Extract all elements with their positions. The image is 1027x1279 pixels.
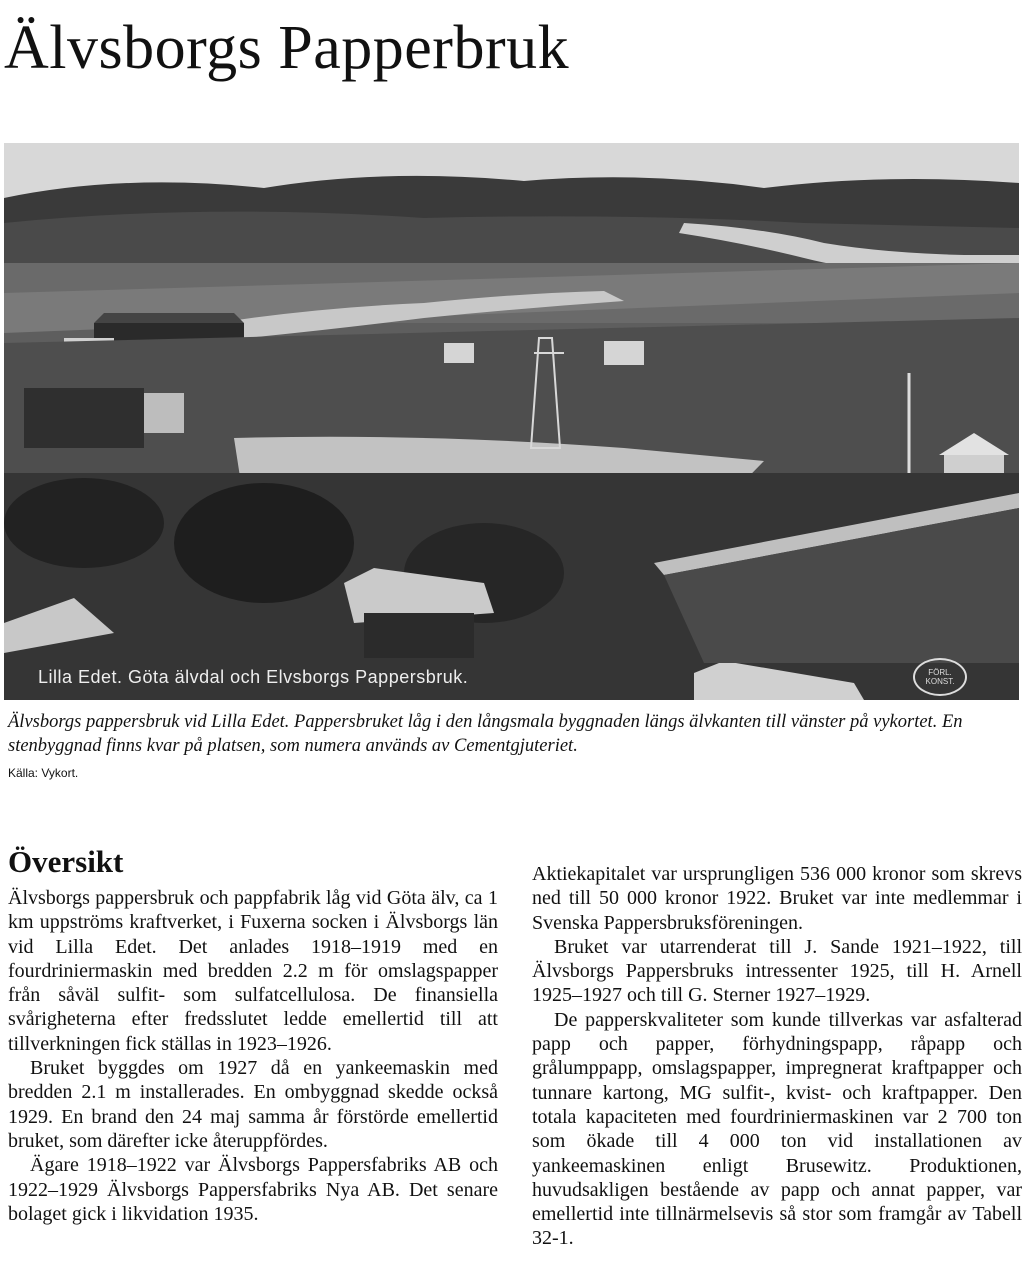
paragraph: Ägare 1918–1922 var Älvsborgs Pappersfabriks AB och 1922–1929 Älvsborgs Pappersfabriks Nya AB. Det senare bolaget gick i likvidation 1935. <box>8 1154 498 1225</box>
postcard-caption: Lilla Edet. Göta älvdal och Elvsborgs Pappersbruk. <box>38 667 469 687</box>
section-heading: Översikt <box>8 844 124 879</box>
photo-source: Källa: Vykort. <box>8 766 79 780</box>
paragraph: Bruket var utarrenderat till J. Sande 1921–1922, till Älvsborgs Pappersbruks intressenter 1925, till H. Arnell 1925–1927 och till G. Sterner 1927–1929. <box>532 935 1022 1007</box>
landscape-illustration <box>4 143 1019 700</box>
paragraph: De papperskvaliteter som kunde tillverkas var asfalterad papp och papper, förhydningspapp, råpapp och grålumppapp, omslagspapper, impregnerat kraftpapper och tunnare kartong, MG sulfit-, kvist- och kraftpapper. Den totala kapaciteten med fourdriniermaskinen var 2 700 ton som ökade till 4 000 ton vid installationen av yankeemaskinen enligt Brusewitz. Produktionen, huvudsakligen bestående av papp och annat papper, var emellertid inte tillnärmelsevis så stor som framgår av Tabell 32-1. <box>532 1008 1022 1250</box>
page-title: Älvsborgs Papperbruk <box>4 14 570 82</box>
publisher-stamp: FÖRL. KONST. <box>913 658 967 696</box>
postcard-photo <box>4 143 1019 700</box>
left-column <box>8 886 498 1226</box>
paragraph: Älvsborgs pappersbruk och pappfabrik låg vid Göta älv, ca 1 km uppströms kraftverket, i Fuxerna socken i Älvsborgs län vid Lilla Edet. Det anlades 1918–1919 med en fourdriniermaskin med bredden 2.2 m för omslagspapper från såväl sulfit- som sulfatcellulosa. De finansiella svårigheterna efter fredsslutet ledde emellertid till att tillverkningen fick ställas in 1923–1926. <box>8 887 498 1055</box>
paragraph: Aktiekapitalet var ursprungligen 536 000 kronor som skrevs ned till 50 000 kronor 1922. Bruket var inte medlemmar i Svenska Pappersbruksföreningen. <box>532 863 1022 934</box>
photo-caption: Älvsborgs pappersbruk vid Lilla Edet. Pappersbruket låg i den långsmala byggnaden längs älvkanten till vänster på vykortet. En stenbyggnad finns kvar på platsen, som numera används av Cementgjuteriet. <box>8 712 963 756</box>
paragraph: Bruket byggdes om 1927 då en yankeemaskin med bredden 2.1 m installerades. En ombyggnad skedde också 1929. En brand den 24 maj samma år förstörde emellertid bruket, som därefter icke återuppfördes. <box>8 1057 498 1152</box>
right-column <box>532 862 1022 1251</box>
